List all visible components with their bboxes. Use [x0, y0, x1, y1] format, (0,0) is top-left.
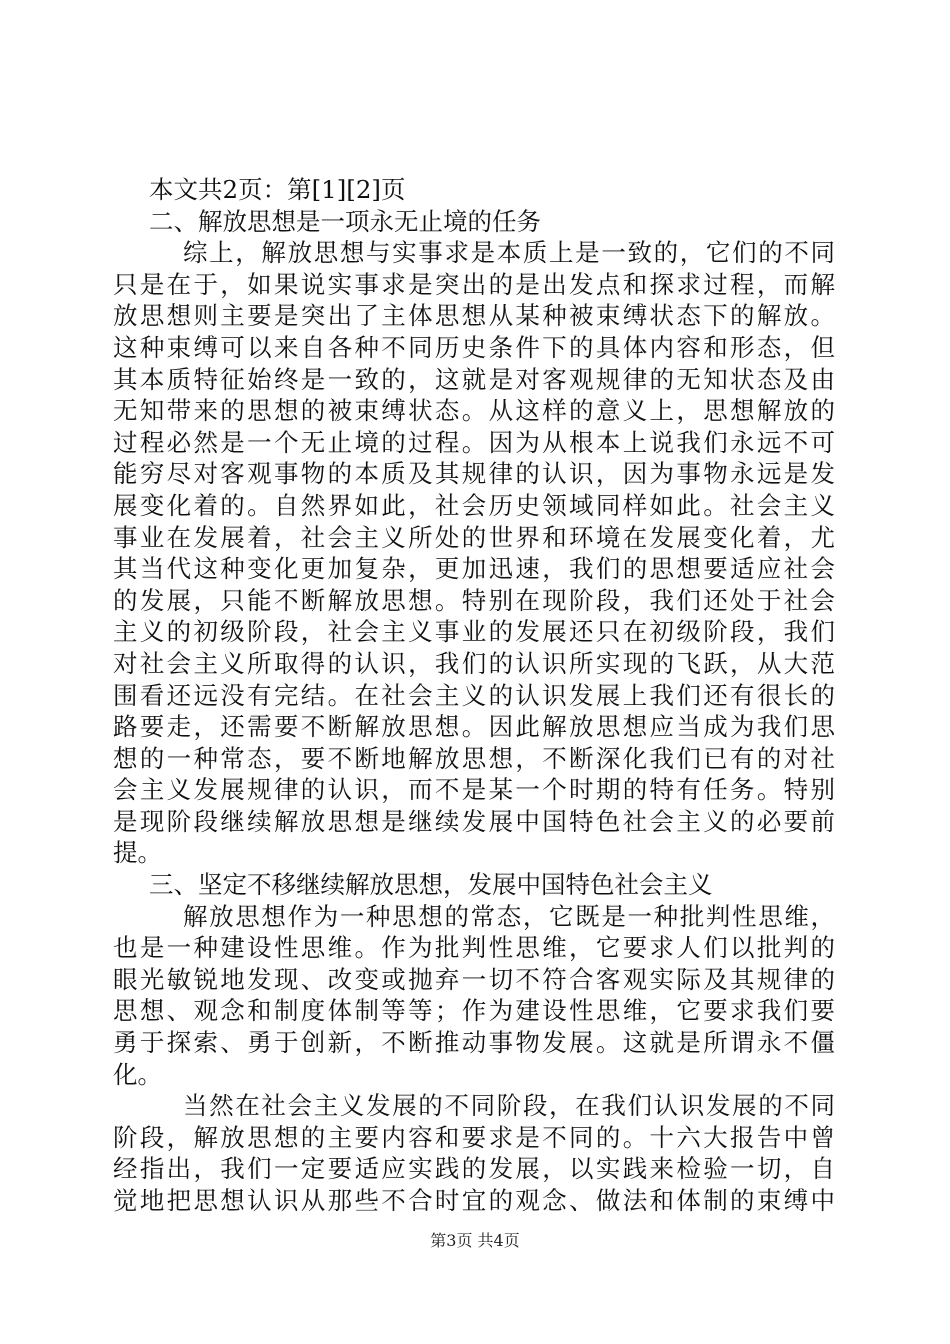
text-line: 围看还远没有完结。在社会主义的认识发展上我们还有很长的	[113, 680, 835, 710]
text-line: 这种束缚可以来自各种不同历史条件下的具体内容和形态，但	[113, 332, 835, 362]
text-line: 的发展，只能不断解放思想。特别在现阶段，我们还处于社会	[113, 585, 835, 615]
text-line: 其当代这种变化更加复杂，更加迅速，我们的思想要适应社会	[113, 554, 835, 584]
page-footer: 第3页 共4页	[430, 1231, 520, 1250]
text-line: 想的一种常态，要不断地解放思想，不断深化我们已有的对社	[113, 743, 835, 773]
text-line: 能穷尽对客观事物的本质及其规律的认识，因为事物永远是发	[113, 459, 835, 489]
text-line: 二、解放思想是一项永无止境的任务	[149, 206, 541, 236]
text-line: 过程必然是一个无止境的过程。因为从根本上说我们永远不可	[113, 427, 835, 457]
text-line: 眼光敏锐地发现、改变或抛弃一切不符合客观实际及其规律的	[113, 964, 835, 994]
text-line: 当然在社会主义发展的不同阶段，在我们认识发展的不同	[183, 1091, 835, 1121]
text-line: 主义的初级阶段，社会主义事业的发展还只在初级阶段，我们	[113, 617, 835, 647]
text-line: 阶段，解放思想的主要内容和要求是不同的。十六大报告中曾	[113, 1122, 835, 1152]
text-line: 解放思想作为一种思想的常态，它既是一种批判性思维，	[183, 901, 835, 931]
text-line: 事业在发展着，社会主义所处的世界和环境在发展变化着，尤	[113, 522, 835, 552]
text-line: 思想、观念和制度体制等等；作为建设性思维，它要求我们要	[113, 996, 835, 1026]
text-line: 也是一种建设性思维。作为批判性思维，它要求人们以批判的	[113, 933, 835, 963]
text-line: 三、坚定不移继续解放思想，发展中国特色社会主义	[149, 870, 713, 900]
text-line: 提。	[113, 838, 162, 868]
text-line: 会主义发展规律的认识，而不是某一个时期的特有任务。特别	[113, 775, 835, 805]
document-body	[113, 174, 835, 1217]
text-line: 只是在于，如果说实事求是突出的是出发点和探求过程，而解	[113, 269, 835, 299]
text-line: 放思想则主要是突出了主体思想从某种被束缚状态下的解放。	[113, 301, 835, 331]
text-line: 觉地把思想认识从那些不合时宜的观念、做法和体制的束缚中	[113, 1186, 835, 1215]
text-line: 本文共2页：第[1][2]页	[149, 175, 406, 204]
text-line: 化。	[113, 1059, 162, 1089]
text-line: 综上，解放思想与实事求是本质上是一致的，它们的不同	[183, 238, 835, 268]
text-line: 是现阶段继续解放思想是继续发展中国特色社会主义的必要前	[113, 806, 835, 836]
text-line: 无知带来的思想的被束缚状态。从这样的意义上，思想解放的	[113, 396, 835, 426]
text-line: 其本质特征始终是一致的，这就是对客观规律的无知状态及由	[113, 364, 835, 394]
text-line: 路要走，还需要不断解放思想。因此解放思想应当成为我们思	[113, 712, 835, 742]
text-line: 勇于探索、勇于创新，不断推动事物发展。这就是所谓永不僵	[113, 1028, 835, 1058]
text-line: 经指出，我们一定要适应实践的发展，以实践来检验一切，自	[113, 1154, 835, 1184]
text-line: 展变化着的。自然界如此，社会历史领域同样如此。社会主义	[113, 490, 835, 520]
text-line: 对社会主义所取得的认识，我们的认识所实现的飞跃，从大范	[113, 648, 835, 678]
